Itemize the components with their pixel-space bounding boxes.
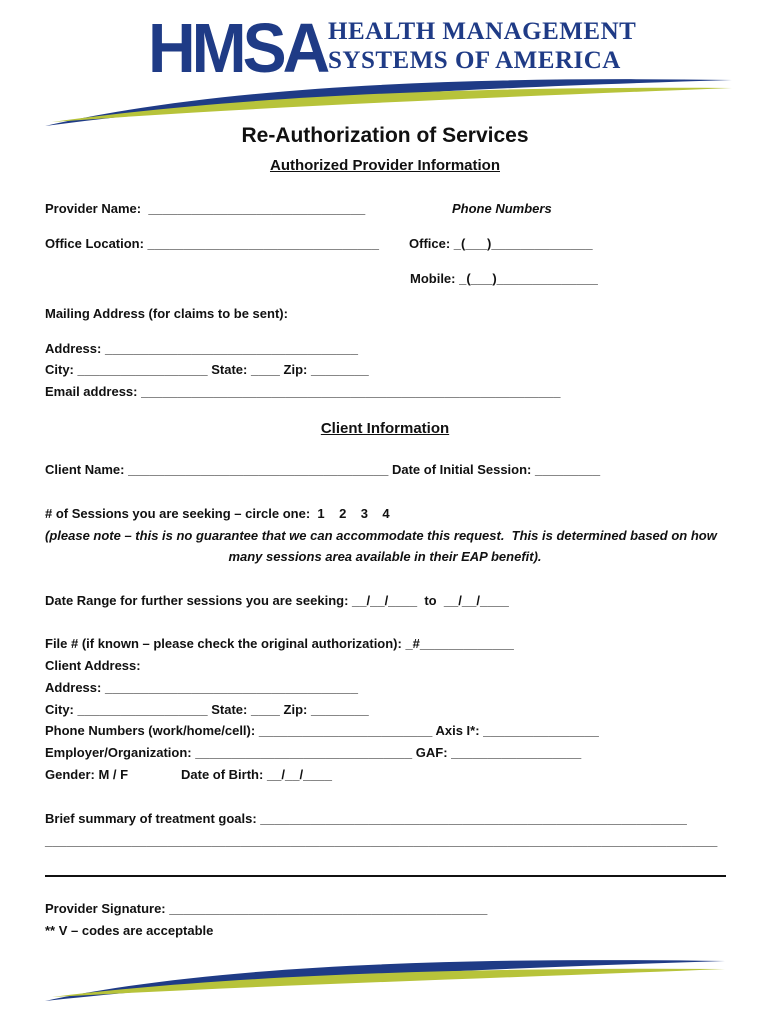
mailing-address-label: Mailing Address (for claims to be sent): [45,306,288,321]
client-address-heading: Client Address: [45,658,141,673]
office-location-field[interactable]: Office Location: ________________________________ [45,236,379,251]
mobile-phone-field[interactable]: Mobile: _(___)______________ [410,271,598,286]
logo-line2: SYSTEMS OF AMERICA [328,47,621,74]
provider-name-field[interactable]: Provider Name: ______________________________ [45,201,366,216]
footer-swoosh [40,955,730,1003]
client-city-state-zip-field[interactable]: City: __________________ State: ____ Zip: ________ [45,702,369,717]
phone-numbers-heading: Phone Numbers [452,201,552,216]
provider-signature-field[interactable]: Provider Signature: ____________________________________________ [45,901,488,916]
treatment-summary-field[interactable]: Brief summary of treatment goals: ___________________________________________________________ [45,811,687,826]
provider-address-field[interactable]: Address: ___________________________________ [45,341,359,356]
disclaimer-line2: many sessions area available in their EAP benefit). [228,549,542,564]
client-section-title: Client Information [320,420,450,437]
provider-city-state-zip-field[interactable]: City: __________________ State: ____ Zip: ________ [45,362,369,377]
page-title: Re-Authorization of Services [241,124,529,147]
logo [40,8,740,128]
provider-email-field[interactable]: Email address: __________________________________________________________ [45,384,561,399]
phone-axis-field[interactable]: Phone Numbers (work/home/cell): ________________________ Axis I*: ________________ [45,723,599,738]
office-phone-field[interactable]: Office: _(___)______________ [409,236,593,251]
logo-swoosh [40,68,740,128]
sessions-field[interactable]: # of Sessions you are seeking – circle one: 1 2 3 4 [45,506,390,521]
logo-line1: HEALTH MANAGEMENT [328,18,637,45]
client-name-field[interactable]: Client Name: ____________________________________ Date of Initial Session: _________ [45,462,601,477]
gender-field[interactable]: Gender: M / F [45,767,129,782]
date-range-field[interactable]: Date Range for further sessions you are seeking: __/__/____ to __/__/____ [45,593,509,608]
logo-mark: HMSA [148,9,327,87]
disclaimer-line1: (please note – this is no guarantee that we can accommodate this request. This is determined based on how [45,528,717,543]
treatment-summary-line2[interactable]: _____________________________________________________________________________________________ [45,833,718,848]
separator-line [45,875,726,877]
footnote: ** V – codes are acceptable [45,923,214,938]
client-address-field[interactable]: Address: ___________________________________ [45,680,359,695]
dob-field[interactable]: Date of Birth: __/__/____ [181,767,333,782]
provider-section-title: Authorized Provider Information [269,157,500,174]
employer-gaf-field[interactable]: Employer/Organization: ______________________________ GAF: __________________ [45,745,582,760]
file-number-field[interactable]: File # (if known – please check the original authorization): _#_____________ [45,636,514,651]
